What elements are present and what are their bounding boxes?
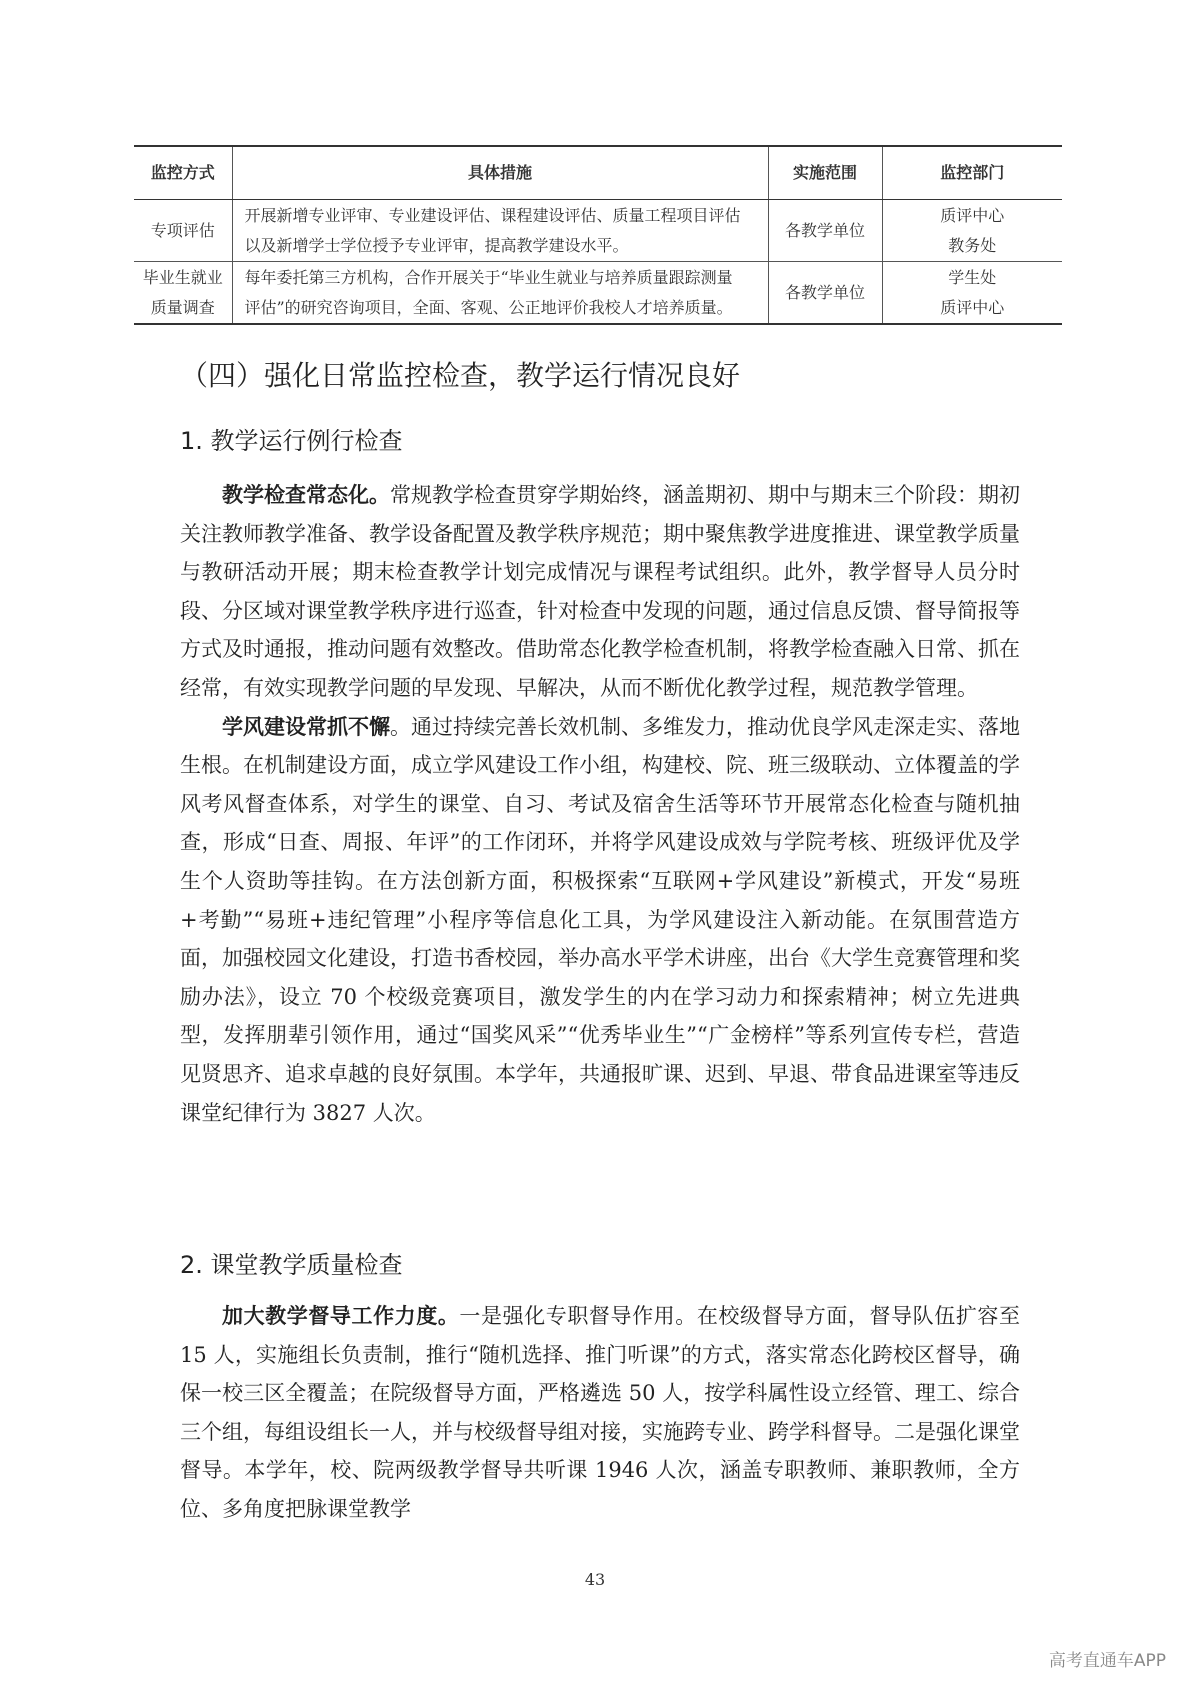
method-text: 专项评估: [150, 220, 215, 240]
measures-line: 以及新增学士学位授予专业评审，提高教学建设水平。: [244, 235, 629, 255]
section-heading: （四）强化日常监控检查，教学运行情况良好: [180, 359, 741, 392]
department-cell: [882, 262, 1062, 325]
paragraph-text: 常规教学检查贯穿学期始终，涵盖期初、期中与期末三个阶段：期初关注教师教学准备、教学设备配置及教学秩序规范；期中聚焦教学进度推进、课堂教学质量与教研活动开展；期末检查教学计划完成情况与课程考试组织。此外，教学督导人员分时段、分区域对课堂教学秩序进行巡查，针对检查中发现的问题，通过信息反馈、督导简报等方式及时通报，推动问题有效整改。借助常态化教学检查机制，将教学检查融入日常、抓在经常，有效实现教学问题的早发现、早解决，从而不断优化教学过程，规范教学管理。: [180, 483, 1020, 700]
subsection-heading-quality-check: 2. 课堂教学质量检查: [180, 1251, 403, 1279]
paragraph-lead: 教学检查常态化。: [222, 482, 390, 507]
scope-cell: 各教学单位: [768, 262, 882, 325]
method-cell: [134, 200, 232, 262]
paragraph-lead: 学风建设常抓不懈: [222, 713, 390, 739]
table-row: [134, 200, 1062, 262]
routine-check-body: [180, 476, 1020, 1132]
method-cell: [134, 262, 232, 325]
department-line: 教务处: [948, 235, 997, 255]
paragraph-lead: 加大教学督导工作力度。: [222, 1303, 460, 1328]
header-department: 监控部门: [882, 146, 1062, 200]
department-line: 质评中心: [940, 205, 1005, 225]
paragraph-supervision: [180, 1297, 1020, 1529]
department-line: 学生处: [948, 267, 997, 287]
paragraph-text: 。通过持续完善长效机制、多维发力，推动优良学风走深走实、落地生根。在机制建设方面，成立学风建设工作小组，构建校、院、班三级联动、立体覆盖的学风考风督查体系，对学生的课堂、自习、考试及宿舍生活等环节开展常态化检查与随机抽查，形成“日查、周报、年评”的工作闭环，并将学风建设成效与学院考核、班级评优及学生个人资助等挂钩。在方法创新方面，积极探索“互联网+学风建设”新模式，开发“易班+考勤”“易班+违纪管理”小程序等信息化工具，为学风建设注入新动能。在氛围营造方面，加强校园文化建设，打造书香校园，举办高水平学术讲座，出台《大学生竞赛管理和奖励办法》，设立 70 个校级竞赛项目，激发学生的内在学习动力和探索精神；树立先进典型，发挥朋辈引领作用，通过“国奖风采”“优秀毕业生”“广金榜样”等系列宣传专栏，营造见贤思齐、追求卓越的良好氛围。本学年，共通报旷课、迟到、早退、带食品进课室等违反课堂纪律行为 3827 人次。: [180, 714, 1020, 1125]
watermark: 高考直通车APP: [1048, 1651, 1166, 1671]
department-line: 质评中心: [940, 297, 1005, 317]
measures-line: 开展新增专业评审、专业建设评估、课程建设评估、质量工程项目评估: [244, 205, 741, 225]
monitoring-table: [134, 145, 1062, 325]
page-number: 43: [584, 1570, 606, 1589]
measures-cell: [232, 200, 768, 262]
measures-line: 每年委托第三方机构，合作开展关于“毕业生就业与培养质量跟踪测量: [244, 267, 733, 287]
paragraph-study-style: [180, 708, 1020, 1133]
method-text: 质量调查: [150, 297, 215, 317]
measures-cell: [232, 262, 768, 325]
paragraph-text: 一是强化专职督导作用。在校级督导方面，督导队伍扩容至 15 人，实施组长负责制，推行“随机选择、推门听课”的方式，落实常态化跨校区督导，确保一校三区全覆盖；在院级督导方面，严格遴选 50 人，按学科属性设立经管、理工、综合三个组，每组设组长一人，并与校级督导组对接，实施跨专业、跨学科督导。二是强化课堂督导。本学年，校、院两级教学督导共听课 1946 人次，涵盖专职教师、兼职教师，全方位、多角度把脉课堂教学: [180, 1304, 1021, 1521]
subsection-heading-routine-check: 1. 教学运行例行检查: [180, 427, 403, 455]
header-scope: 实施范围: [768, 146, 882, 200]
paragraph-teaching-check: [180, 476, 1020, 708]
table-row: [134, 262, 1062, 325]
header-measures: 具体措施: [232, 146, 768, 200]
scope-cell: 各教学单位: [768, 200, 882, 262]
table-header-row: [134, 146, 1062, 200]
header-method: 监控方式: [134, 146, 232, 200]
method-text: 毕业生就业: [142, 267, 223, 287]
department-cell: [882, 200, 1062, 262]
quality-check-body: [180, 1297, 1020, 1529]
measures-line: 评估”的研究咨询项目，全面、客观、公正地评价我校人才培养质量。: [244, 297, 733, 317]
